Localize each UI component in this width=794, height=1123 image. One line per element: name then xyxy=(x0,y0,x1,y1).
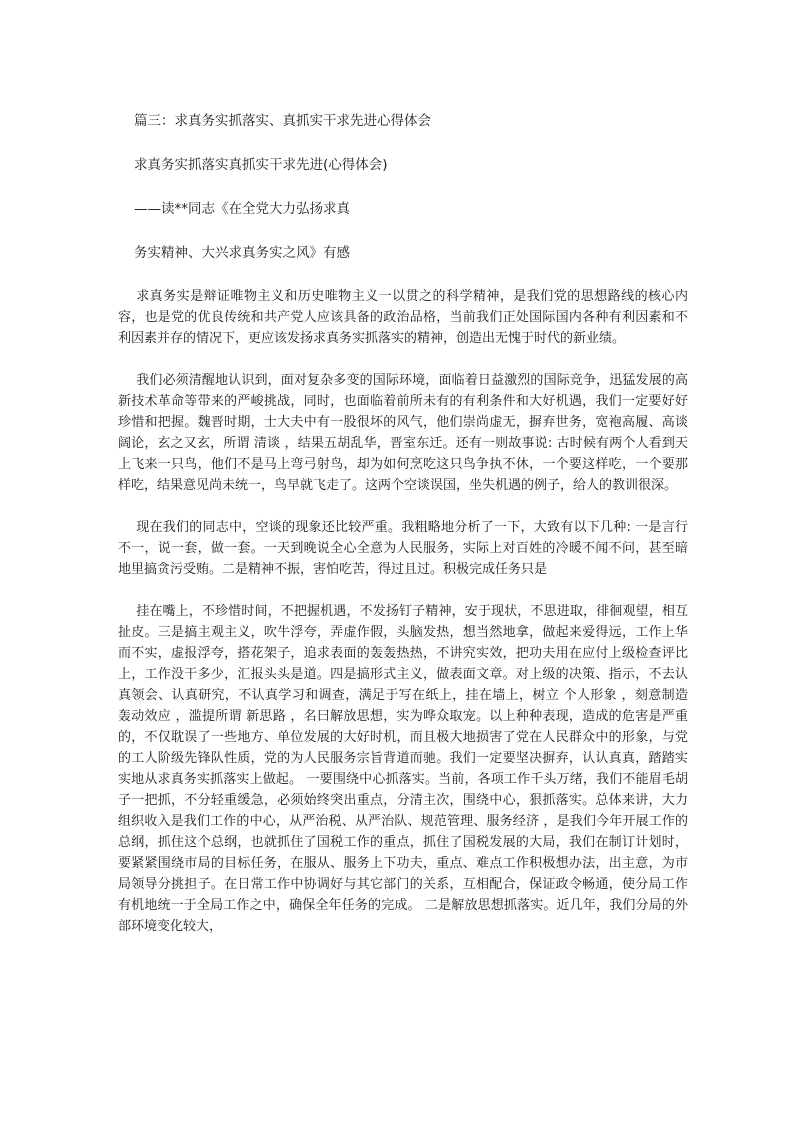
document-subtitle: 求真务实抓落实真抓实干求先进(心得体会) xyxy=(134,157,388,173)
spacer xyxy=(118,580,688,601)
paragraph-problems: 挂在嘴上，不珍惜时间，不把握机遇，不发扬钉子精神，安于现状，不思进取，徘徊观望，相互扯皮。三是搞主观主义，吹牛浮夸，弄虚作假，头脑发热，想当然地拿，做起来爱得远，工作上华而不实，虚报浮夸，搭花架子，追求表面的轰轰热热，不讲究实效，把功夫用在应付上级检查评比上，工作没干多少，汇报头头是道。四是搞形式主义，做表面文章。对上级的决策、指示，不去认真领会、认真研究，不认真学习和调查，满足于写在纸上，挂在墙上，树立 个人形象 ，刻意制造 轰动效应 ，滥提所谓 新思路 ，名曰解放思想，实为哗众取宠。以上种种表现，造成的危害是严重的，不仅耽误了一些地方、单位发展的大好时机，而且极大地损害了党在人民群众中的形象，与党的工人阶级先锋队性质，党的为人民服务宗旨背道而驰。我们一定要坚决摒弃，认认真真，踏踏实实地从求真务实抓落实上做起。 一要围绕中心抓落实。当前，各项工作千头万绪，我们不能眉毛胡子一把抓，不分轻重缓急，必须始终突出重点，分清主次，围绕中心，狠抓落实。总体来讲，大力组织收入是我们工作的中心，从严治税、从严治队、规范管理、服务经济 ，是我们今年开展工作的总纲，抓住这个总纲，也就抓住了国税工作的重点，抓住了国税发展的大局，我们在制订计划时，要紧紧围绕市局的目标任务，在服从、服务上下功夫，重点、难点工作积极想办法，出主意，为市局领导分挑担子。在日常工作中协调好与其它部门的关系，互相配合，保证政令畅通，使分局工作有机地统一于全局工作之中，确保全年任务的完成。 二是解放思想抓落实。近几年，我们分局的外部环境变化较大， xyxy=(118,604,688,934)
paragraph-history: 我们必须清醒地认识到，面对复杂多变的国际环境，面临着日益激烈的国际竞争，迅猛发展的高新技术革命等带来的严峻挑战，同时，也面临着前所未有的有利条件和大好机遇，我们一定要好好珍惜和把握。魏晋时期，士大夫中有一股很坏的风气，他们崇尚虚无，摒弃世务，宽袍高履、高谈阔论，玄之又玄，所谓 清谈 ，结果五胡乱华，晋室东迁。还有一则故事说: 古时候有两个人看到天上飞来一只鸟，他们不是马上弯弓射鸟，却为如何烹吃这只鸟争执不休，一个要这样吃，一个要那样吃，结果意见尚未统一，鸟早就飞走了。这两个空谈误国，坐失机遇的例子，给人的教训很深。 xyxy=(118,373,688,493)
byline-line-2: 务实精神、大兴求真务实之风》有感 xyxy=(134,245,350,261)
document-page xyxy=(118,110,688,937)
spacer xyxy=(118,349,688,370)
paragraph-intro: 求真务实是辩证唯物主义和历史唯物主义一以贯之的科学精神，是我们党的思想路线的核心内容，也是党的优良传统和共产党人应该具备的政治品格，当前我们正处国际国内各种有利因素和不利因素并存的情况下，更应该发扬求真务实抓落实的精神，创造出无愧于时代的新业绩。 xyxy=(118,289,688,346)
document-title: 篇三：求真务实抓落实、真抓实干求先进心得体会 xyxy=(134,113,431,129)
spacer xyxy=(118,220,688,242)
paragraph-empty-talk: 现在我们的同志中，空谈的现象还比较严重。我粗略地分析了一下，大致有以下几种: 一是言行不一，说一套，做一套。一天到晚说全心全意为人民服务，实际上对百姓的冷暖不闻不问，甚至暗地里搞贪污受贿。二是精神不振，害怕吃苦，得过且过。积极完成任务只是 xyxy=(118,520,688,577)
byline-line-1: ——读**同志《在全党大力弘扬求真 xyxy=(134,201,350,217)
spacer xyxy=(118,264,688,286)
spacer xyxy=(118,132,688,154)
spacer xyxy=(118,176,688,198)
spacer xyxy=(118,496,688,517)
